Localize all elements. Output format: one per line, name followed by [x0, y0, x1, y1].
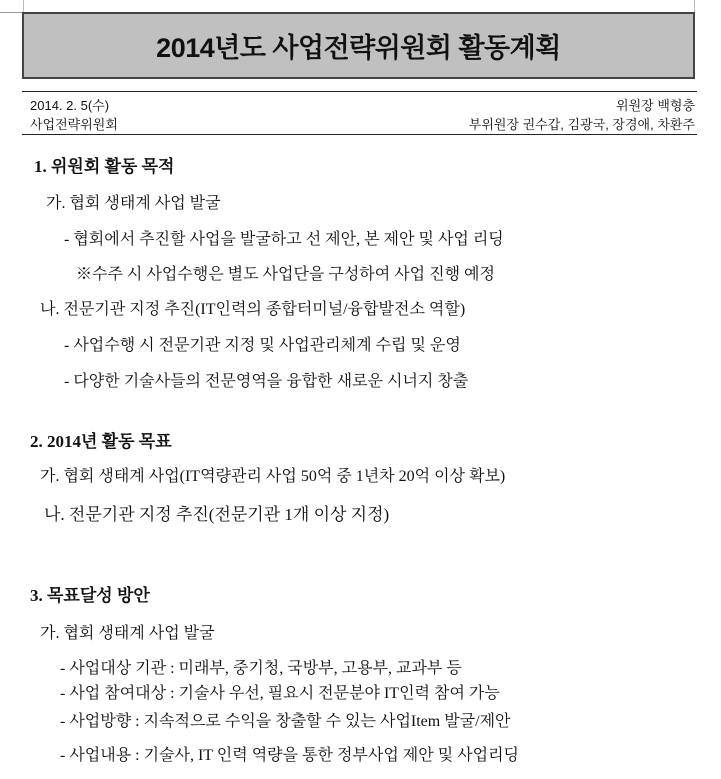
section-heading: 2. 2014년 활동 목표: [30, 432, 172, 451]
section-heading: 3. 목표달성 방안: [30, 586, 150, 605]
organization: 사업전략위원회: [30, 117, 118, 132]
list-item: 나. 전문기관 지정 추진(전문기관 1개 이상 지정): [44, 505, 390, 524]
chairman: 위원장 백형충: [616, 98, 695, 113]
list-item: - 사업수행 시 전문기관 지정 및 사업관리체계 수립 및 운영: [64, 337, 461, 354]
title-box: [22, 12, 695, 79]
list-item: - 사업 참여대상 : 기술사 우선, 필요시 전문분야 IT인력 참여 가능: [60, 685, 500, 702]
margin-guide: [23, 0, 24, 12]
header-rule-top: [22, 91, 697, 92]
list-item: - 사업대상 기관 : 미래부, 중기청, 국방부, 고용부, 교과부 등: [60, 660, 462, 677]
date: 2014. 2. 5(수): [30, 98, 110, 113]
header-rule-bottom: [22, 134, 697, 135]
list-item: - 협회에서 추진할 사업을 발굴하고 선 제안, 본 제안 및 사업 리딩: [64, 231, 504, 248]
list-item: 가. 협회 생태계 사업(IT역량관리 사업 50억 중 1년차 20억 이상 확보): [40, 468, 506, 485]
section-heading: 1. 위원회 활동 목적: [34, 157, 175, 176]
list-item: 나. 전문기관 지정 추진(IT인력의 종합터미널/융합발전소 역할): [40, 301, 466, 318]
margin-guide: [694, 0, 695, 12]
list-item: - 다양한 기술사들의 전문영역을 융합한 새로운 시너지 창출: [64, 373, 469, 390]
list-item: - 사업내용 : 기술사, IT 인력 역량을 통한 정부사업 제안 및 사업리딩: [60, 747, 519, 764]
document-title: 2014년도 사업전략위원회 활동계획: [156, 33, 561, 63]
list-item: 가. 협회 생태계 사업 발굴: [40, 625, 215, 642]
list-item: - 사업방향 : 지속적으로 수익을 창출할 수 있는 사업Item 발굴/제안: [60, 713, 511, 730]
list-item: 가. 협회 생태계 사업 발굴: [46, 195, 221, 212]
note: ※수주 시 사업수행은 별도 사업단을 구성하여 사업 진행 예정: [76, 266, 495, 283]
vice-chairmen: 부위원장 권수갑, 김광국, 장경애, 차환주: [468, 117, 695, 132]
